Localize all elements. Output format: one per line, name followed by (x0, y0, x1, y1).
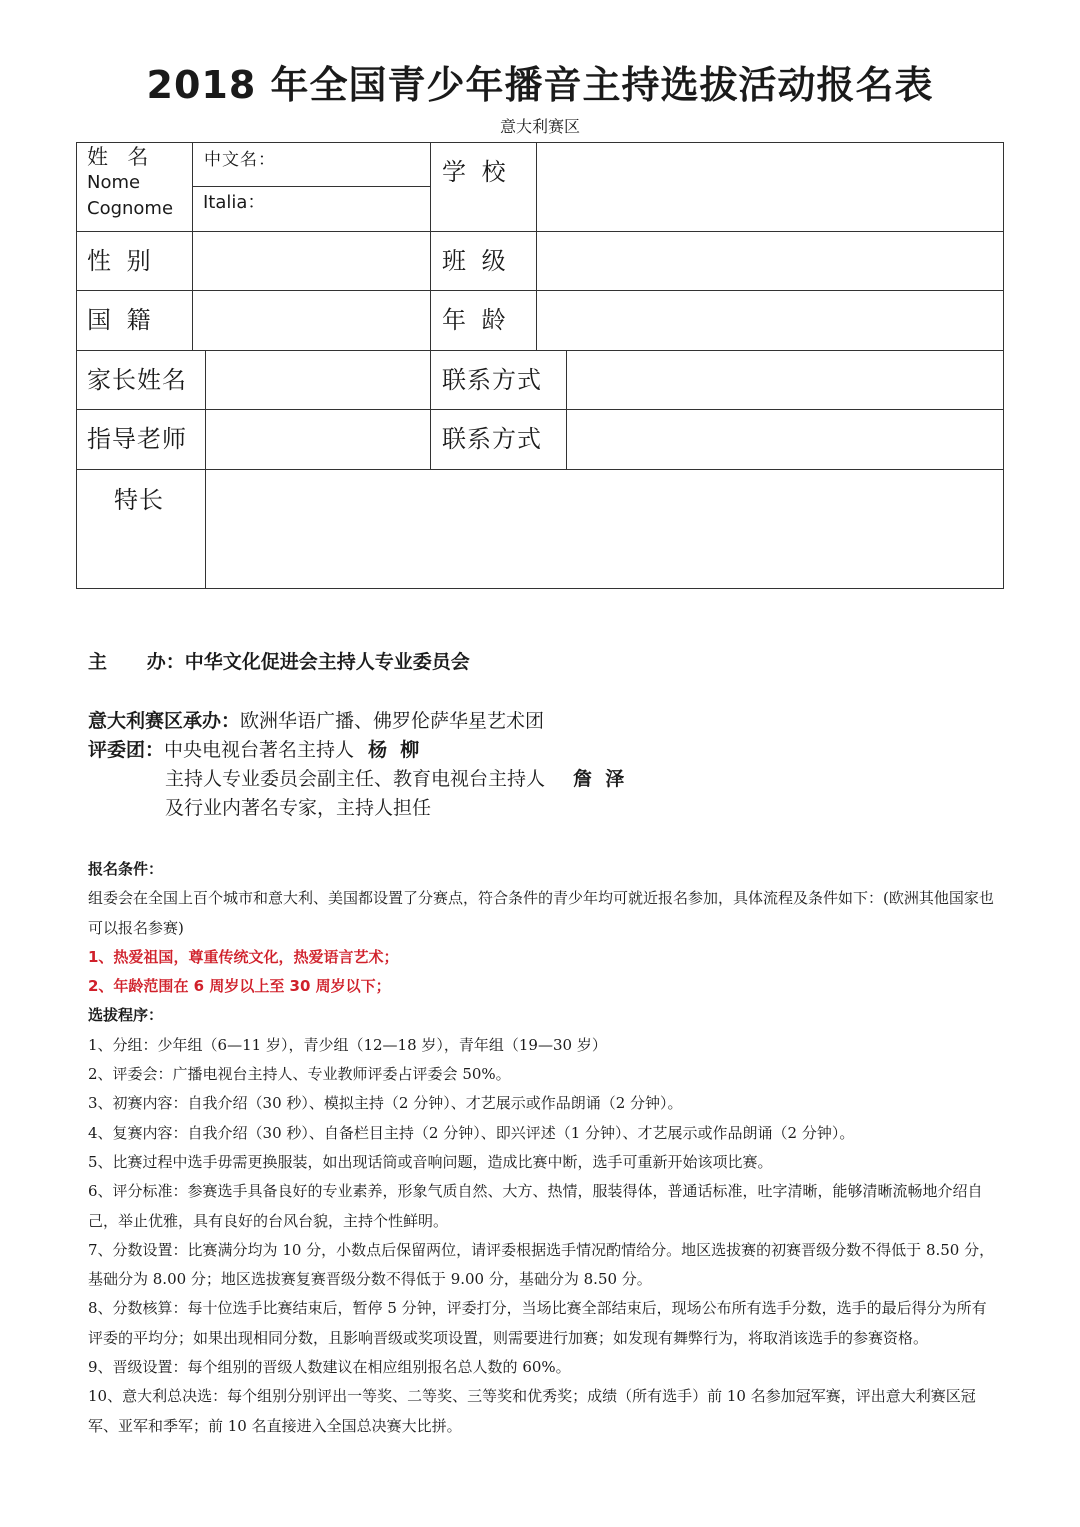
teacher-label: 指导老师 (87, 425, 187, 453)
process-item: 1、分组：少年组（6—11 岁），青少组（12—18 岁），青年组（19—30 岁） (88, 1035, 607, 1054)
nationality-label: 国 籍 (87, 306, 155, 334)
parent-contact-field[interactable] (567, 351, 1003, 409)
host-line: 主 办：中华文化促进会主持人专业委员会 (88, 651, 470, 673)
chinese-name-field[interactable]: 中文名： (204, 150, 276, 170)
parent-name-label: 家长姓名 (87, 366, 187, 394)
process-item: 8、分数核算：每十位选手比赛结束后，暂停 5 分钟，评委打分，当场比赛全部结束后，现场公布所有选手分数，选手的最后得分为所有评委的平均分；如果出现相同分数，且影响晋级或奖项设置，则需要进行加赛；如发现有舞弊行为，将取消该选手的参赛资格。 (88, 1299, 987, 1347)
registration-form (76, 142, 1004, 589)
condition-item: 2、年龄范围在 6 周岁以上至 30 周岁以下； (88, 977, 391, 996)
process-item: 7、分数设置：比赛满分均为 10 分，小数点后保留两位，请评委根据选手情况酌情给分。地区选拔赛的初赛晋级分数不得低于 8.50 分，基础分为 8.00 分；地区选拔赛复赛晋级分数不得低于 9.00 分，基础分为 8.50 分。 (88, 1240, 995, 1289)
process-heading: 选拔程序： (88, 1006, 164, 1025)
teacher-contact-field[interactable] (567, 410, 1003, 469)
process-item: 6、评分标准：参赛选手具备良好的专业素养，形象气质自然、大方、热情，服装得体，普通话标准，吐字清晰，能够清晰流畅地介绍自己，举止优雅，具有良好的台风台貌，主持个性鲜明。 (88, 1182, 983, 1230)
judges-line-2: 主持人专业委员会副主任、教育电视台主持人 詹 泽 (165, 768, 625, 790)
page-title: 2018 年全国青少年播音主持选拔活动报名表 (146, 63, 934, 107)
judges-line-3: 及行业内著名专家，主持人担任 (165, 797, 432, 819)
conditions-heading: 报名条件： (88, 860, 164, 878)
parent-contact-label: 联系方式 (442, 366, 542, 394)
conditions-intro: 组委会在全国上百个城市和意大利、美国都设置了分赛点，符合条件的青少年均可就近报名参加，具体流程及条件如下：(欧洲其他国家也可以报名参赛) (88, 889, 994, 937)
co-organizer-line: 意大利赛区承办：欧洲华语广播、佛罗伦萨华星艺术团 (88, 710, 545, 732)
name-label: 姓 名 Nome Cognome (87, 145, 174, 219)
age-field[interactable] (537, 291, 1003, 350)
judges-line-1: 评委团：中央电视台著名主持人 杨 柳 (88, 739, 420, 761)
school-field[interactable] (537, 143, 1003, 231)
teacher-contact-label: 联系方式 (442, 425, 542, 453)
class-field[interactable] (537, 232, 1003, 290)
process-item: 3、初赛内容：自我介绍（30 秒）、模拟主持（2 分钟）、才艺展示或作品朗诵（2 分钟）。 (88, 1094, 683, 1113)
nationality-field[interactable] (193, 291, 430, 350)
school-label: 学 校 (442, 158, 510, 186)
process-item: 4、复赛内容：自我介绍（30 秒）、自备栏目主持（2 分钟）、即兴评述（1 分钟）、才艺展示或作品朗诵（2 分钟）。 (88, 1123, 855, 1142)
parent-name-field[interactable] (206, 351, 430, 409)
process-item: 10、意大利总决选：每个组别分别评出一等奖、二等奖、三等奖和优秀奖；成绩（所有选手）前 10 名参加冠军赛，评出意大利赛区冠军、亚军和季军；前 10 名直接进入全国总决赛大比拼。 (88, 1387, 976, 1435)
class-label: 班 级 (442, 247, 510, 275)
condition-item: 1、热爱祖国，尊重传统文化，热爱语言艺术； (88, 947, 399, 966)
rules-section (88, 855, 998, 1441)
italian-name-field[interactable]: Italia： (203, 192, 266, 213)
gender-label: 性 别 (87, 247, 155, 275)
region-subtitle: 意大利赛区 (499, 117, 580, 136)
talent-field[interactable] (206, 470, 1003, 588)
age-label: 年 龄 (442, 306, 510, 334)
gender-field[interactable] (193, 232, 430, 290)
process-item: 5、比赛过程中选手毋需更换服装，如出现话筒或音响问题，造成比赛中断，选手可重新开始该项比赛。 (88, 1152, 773, 1171)
process-item: 9、晋级设置：每个组别的晋级人数建议在相应组别报名总人数的 60%。 (88, 1358, 571, 1377)
process-item: 2、评委会：广播电视台主持人、专业教师评委占评委会 50%。 (88, 1065, 511, 1084)
talent-label: 特长 (114, 486, 164, 514)
teacher-field[interactable] (206, 410, 430, 469)
